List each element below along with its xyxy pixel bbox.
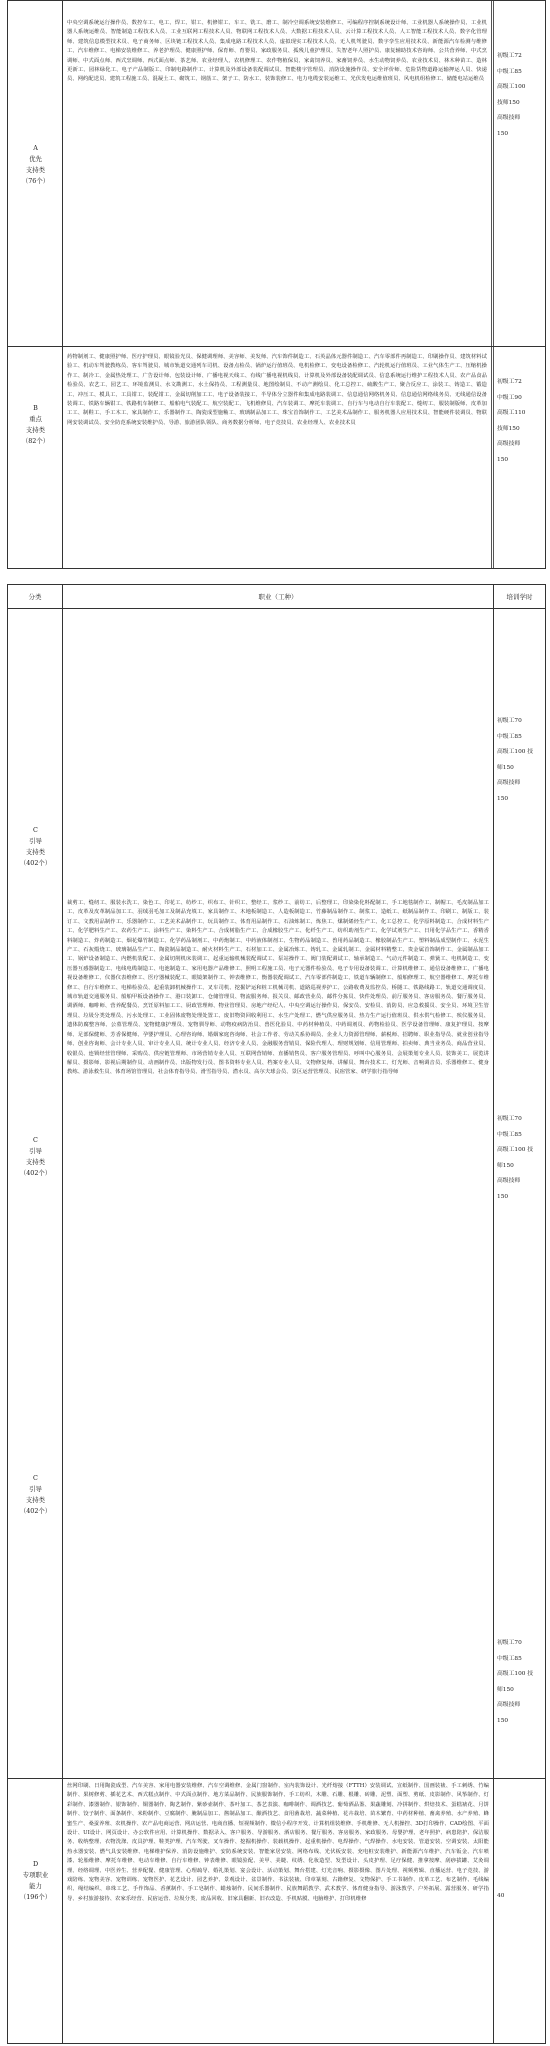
hours-a: 初级工72 中级工85 高级工100 技师150 高级技师 150 bbox=[497, 53, 526, 137]
occupations-a: 中央空调系统运行操作员、数控车工、电工、焊工、钳工、机修钳工、车工、铣工、磨工、制冷空调系统安装维修工、可编程序控制系统设计师、工业机器人系统操作员、工业机器人系统运维员、智能制造工程技术人员、工业互联网工程技术人员、物联网工程技术人员、大数据工程技术人员、云计算工程技术人员、人工智能工程技术人员、数字化管理师、建筑信息模型技术员、电子商务师、区块链工程技术人员、集成电路工程技术人员、虚拟现实工程技术人员、无人机驾驶员、数字孪生应用技术员、新能源汽车检测与维修工、汽车维修工、电梯安装维修工、养老护理员、健康照护师、保育师、育婴员、家政服务员、孤残儿童护理员、失智老年人照护员、康复辅助技术咨询师、公共营养师、中式烹调师、中式面点师、西式烹调师、西式面点师、茶艺师、农业经理人、农机修理工、农作物植保员、家禽饲养员、家畜饲养员、水生动物饲养员、农业技术员、林木种苗工、造林更新工、园林绿化工、电子产品制版工、印制电路制作工、计算机及外部设备装配调试员、智能楼宇管理员、消防设施操作员、安全评价师、危险货物道路运输押运人员、快递员、网约配送员、建筑工程施工员、混凝土工、砌筑工、钢筋工、架子工、防水工、装饰装修工、电力电缆安装运维工、光伏发电运维值班员、风电机组检修工、储能电站运维员 bbox=[67, 20, 487, 83]
occupations-b: 药物制剂工、健康照护师、医疗护理员、眼镜验光员、保健调理师、美容师、美发师、汽车饰件制造工、石英晶体元器件制造工、汽车零部件再制造工、印刷操作员、建筑材料试验工、机动车驾驶教练员、客车驾驶员、城市轨道交通列车司机、设备点检员、锅炉运行值班员、电机检修工、变电设备检修工、汽轮机运行值班员、工业气体生产工、压缩机操作工、制冷工、金属热处理工、广告设计师、包装设计师、广播电视天线工、有线广播电视机线员、计算机及外部设备装配调试员、信息系统运行维护工程技术人员、农产品食品检验员、农艺工、园艺工、环境监测员、水文勘测工、水土保持员、工程测量员、地图绘制员、不动产测绘员、化工总控工、硫酸生产工、聚合反应工、涂装工、铸造工、锻造工、冲压工、模具工、工具钳工、装配钳工、金属切削加工工、电子设备装接工、半导体分立器件和集成电路装调工、信息通信网络机务员、信息通信网络线务员、无线通信设备装调工、铁路车辆钳工、铁路机车制修工、船舶电气装配工、航空装配工、飞机维修员、汽车装调工、摩托车装调工、自行车与电动自行车装配工、缝纫工、服装制版师、皮革加工工、制鞋工、手工木工、家具制作工、乐器制作工、陶瓷成型施釉工、玻璃制品加工工、珠宝首饰制作工、工艺美术品制作工、服务机器人应用技术员、智能硬件装调员、物联网安装调试员、安全防范系统安装维护员、导游、旅游团队领队、商务数据分析师、电子竞技员、农业经理人、农业技术员 bbox=[67, 354, 487, 426]
hours-c-2: 初级工70 中级工85 高级工100 技 师150 高级技师 150 bbox=[497, 1116, 534, 1200]
table-row-c bbox=[8, 609, 545, 1779]
table-part-2 bbox=[7, 584, 546, 2044]
table-row-b bbox=[8, 347, 545, 568]
table-header bbox=[8, 585, 545, 609]
category-d: D 专项职业 能力 （196个） bbox=[19, 1860, 52, 1901]
hours-d: 40 bbox=[497, 1893, 505, 1899]
table-row-a bbox=[8, 1, 545, 347]
hours-c-3: 初级工70 中级工85 高级工100 技 师150 高级技师 150 bbox=[497, 1640, 534, 1724]
header-occupation: 职业（工种） bbox=[258, 593, 298, 601]
table-part-1 bbox=[7, 0, 546, 569]
category-c-2: C 引导 支持类 （402个） bbox=[19, 1136, 52, 1177]
category-c-3: C 引导 支持类 （402个） bbox=[19, 1474, 52, 1515]
category-a: A 优先 支持类 （76个） bbox=[21, 144, 50, 185]
header-category: 分类 bbox=[28, 593, 42, 601]
hours-c-1: 初级工70 中级工85 高级工100 技 师150 高级技师 150 bbox=[497, 718, 534, 802]
header-hours: 培训学时 bbox=[506, 592, 533, 601]
occupations-c: 裁剪工、缝纫工、服装水洗工、染色工、印花工、纺纱工、织布工、针织工、整经工、浆纱工、前纺工、后整理工、印染染化料配制工、手工地毯制作工、制帽工、毛皮制品加工工、皮革及皮革制品加工工、羽绒羽毛加工及制品充填工、家具制作工、木地板制造工、人造板制造工、竹藤制品制作工、制浆工、造纸工、纸制品制作工、印刷工、制版工、装订工、文教用品制作工、乐器制作工、工艺美术品制作工、玩具制作工、体育用品制作工、石油炼制工、炼焦工、煤制烯烃生产工、化工总控工、化学原料制造工、合成材料生产工、化学肥料生产工、农药生产工、涂料生产工、染料生产工、合成树脂生产工、合成橡胶生产工、化纤生产工、纺织助剂生产工、化学试剂生产工、日用化学品生产工、香精香料制造工、炸药制造工、烟花爆竹制造工、化学药品制剂工、中药炮制工、中药液体制剂工、生物药品制造工、兽用药品制造工、橡胶制品生产工、塑料制品成型制作工、水泥生产工、石灰煅烧工、玻璃制品生产工、陶瓷制品制造工、耐火材料生产工、石材加工工、金属冶炼工、铸轧工、金属轧制工、金属材料精整工、贵金属首饰制作工、金属制品加工工、锅炉设备制造工、内燃机装配工、金属切削机床装调工、起重运输机械装配调试工、泵站操作工、阀门装配调试工、轴承制造工、气动元件制造工、弹簧工、电机制造工、变压器互感器制造工、电线电缆制造工、电池制造工、家用电器产品维修工、照明工程施工员、电子元器件检验员、电子专用设备装调工、计算机维修工、通信设备维修工、广播电视设备维修工、仪器仪表维修工、医疗器械装配工、眼镜架制作工、钟表维修工、衡器装配调试工、汽车零部件制造工、铁道车辆制修工、船舶修理工、航空器维修工、摩托车维修工、自行车维修工、电梯检验员、起重装卸机械操作工、叉车司机、挖掘铲运和桩工机械司机、道路巡视养护工、公路收费及监控员、桥隧工、铁路线路工、轨道交通调度员、城市轨道交通服务员、船舶甲板设备操作工、港口装卸工、仓储管理员、物流服务师、报关员、邮政营业员、邮件分拣员、快件处理员、前厅服务员、客房服务员、餐厅服务员、调酒师、咖啡师、营养配餐员、烹饪原料加工工、厨政管理师、物业管理员、房地产经纪人、中央空调运行操作员、保安员、安检员、消防员、应急救援员、安全员、环境卫生管理员、垃圾分类处理员、污水处理工、工业固体废物处理处置工、废旧物资回收利用工、水生产处理工、燃气供应服务员、热力生产运行值班员、供水供气检修工、殡仪服务员、遗体防腐整容师、公墓管理员、宠物健康护理员、宠物驯导师、动物疫病防治员、兽医化验员、中药材种植员、中药调剂员、药物检验员、医学设备管理师、康复护理员、按摩师、足部保健师、芳香保健师、孕婴护理员、心理咨询师、婚姻家庭咨询师、社会工作者、劳动关系协调员、企业人力资源管理师、薪税师、招聘师、职业指导员、就业创业指导师、创业咨询师、会计专业人员、审计专业人员、统计专业人员、经济专业人员、金融服务营销员、保险代理人、理财规划师、信用管理师、拍卖师、典当业务员、商品营业员、收银员、连锁经营管理师、采购员、供应链管理师、市场营销专业人员、互联网营销师、直播销售员、客户服务管理员、呼叫中心服务员、会展策划专业人员、装饰美工、展览讲解员、摄影师、影视后期制作员、动画制作员、出版物发行员、图书资料专业人员、档案专业人员、文物修复师、讲解员、舞台技术工、灯光师、音响调音员、乐器维修工、健身教练、游泳救生员、体育场馆管理员、社会体育指导员、滑雪指导员、潜水员、高尔夫球会员、景区运营管理员、民宿管家、研学旅行指导师 bbox=[67, 900, 489, 1076]
occupations-d: 丝网印刷、日用陶瓷成型、汽车美容、家用电器安装维修、汽车空调维修、金属门窗制作、室内装饰设计、光纤熔接（FTTH）安装调试、宣纸制作、国画装裱、手工刺绣、竹编制作、果树修剪、插花艺术、西式糕点制作、中式面点制作、地方菜品制作、民族服饰制作、手工纺织、木雕、石雕、根雕、砖雕、泥塑、面塑、剪纸、皮影制作、风筝制作、灯彩制作、漆器制作、银饰制作、铜器制作、陶艺制作、紫砂壶制作、茶叶加工、茶艺表演、咖啡制作、调酒技艺、葡萄酒品鉴、果蔬雕刻、冷拼制作、烘焙技术、蛋糕裱花、月饼制作、饺子制作、面条制作、米粉制作、豆腐制作、腌制品加工、酱制品加工、酿酒技艺、食用菌栽培、蔬菜种植、花卉栽培、苗木繁育、中药材种植、畜禽养殖、水产养殖、蜂蜜生产、桑蚕养殖、农机操作、农产品电商运营、网店运营、电商直播、短视频制作、微信小程序开发、计算机组装维修、手机维修、无人机操控、3D打印操作、CAD绘图、平面设计、UI设计、网页设计、办公软件应用、计算机操作、数据录入、客户服务、导游服务、酒店服务、餐厅服务、客房服务、家政服务、母婴护理、老年照护、病患陪护、保洁服务、收纳整理、衣物洗涤、皮具护理、鞋类护理、汽车驾驶、叉车操作、挖掘机操作、装载机操作、起重机操作、电焊操作、气焊操作、水电安装、管道安装、空调安装、太阳能热水器安装、燃气具安装维修、电梯维护保养、消防设施维护、安防系统安装、智能家居安装、网络布线、光伏板安装、充电桩安装维护、新能源汽车维护、汽车钣金、汽车喷漆、轮胎维修、摩托车维修、电动车维修、自行车维修、钟表维修、眼镜验配、美甲、美睫、纹绣、化妆造型、发型设计、头皮护理、足疗保健、推拿按摩、刮痧拔罐、艾灸调理、经络调理、中医养生、营养配餐、健康管理、心理疏导、婚礼策划、宴会设计、活动策划、舞台搭建、灯光音响、摄影摄像、图片处理、视频剪辑、直播运营、电子竞技、游戏陪练、宠物美容、宠物训练、宠物医护、花艺设计、园艺养护、景观设计、盆景制作、书法装裱、印章篆刻、古籍修复、文物保护、手工书制作、皮革工艺、布艺制作、毛线编织、绳结编织、串珠工艺、手作饰品、香薰制作、手工皂制作、蜡烛制作、民间乐器制作、民族舞蹈教学、武术教学、体育健身指导、游泳教学、户外拓展、露营服务、研学指导、乡村旅游接待、农家乐经营、民宿运营、垃圾分类、废品回收、旧家具翻新、旧衣改造、手机贴膜、电脑维护、打印机维修 bbox=[67, 1783, 489, 1902]
hours-b: 初级工72 中级工90 高级工110 技师150 高级技师 150 bbox=[497, 379, 526, 463]
category-b: B 重点 支持类 （82个） bbox=[21, 404, 50, 445]
category-c-1: C 引导 支持类 （402个） bbox=[19, 826, 52, 867]
table-row-d bbox=[8, 1779, 545, 2043]
